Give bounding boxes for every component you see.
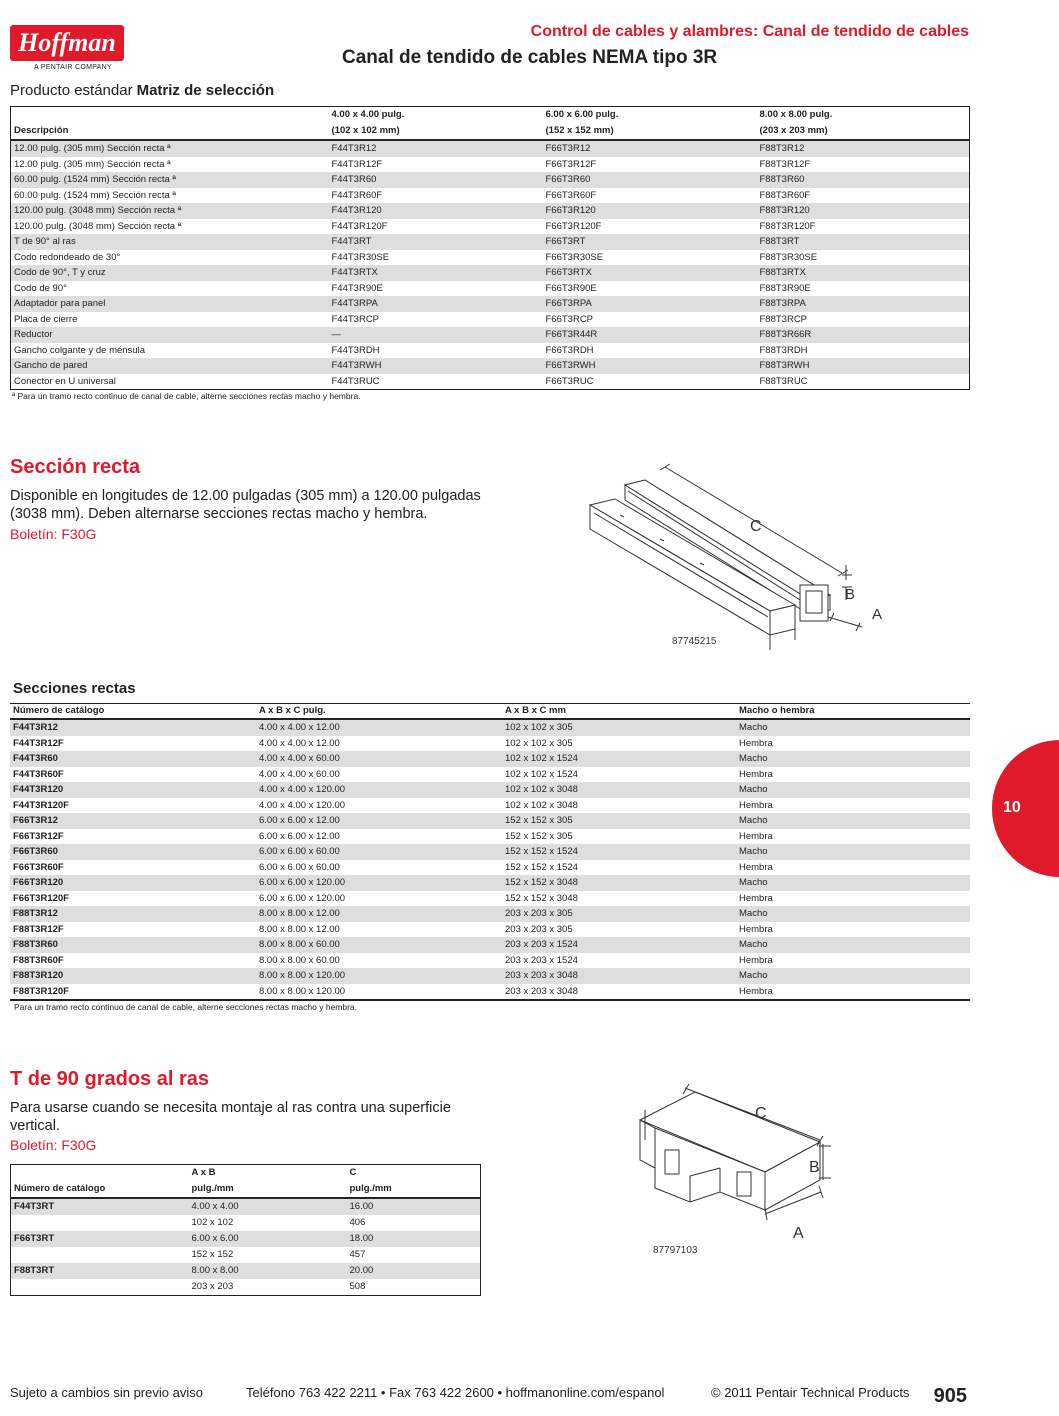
table-cell: 152 x 152 x 3048	[505, 892, 578, 904]
table-cell: 12.00 pulg. (305 mm) Sección recta ª	[14, 158, 171, 170]
table-cell: F66T3R44R	[543, 327, 757, 343]
table-cell: F88T3RUC	[759, 375, 808, 387]
table-cell: 4.00 x 4.00 x 120.00	[256, 782, 502, 798]
table-cell: F44T3R120	[329, 203, 543, 219]
catalog-number: F44T3R12F	[13, 737, 64, 749]
column-header	[11, 1165, 189, 1182]
footer-contact: Teléfono 763 422 2211 • Fax 763 422 2600 • hoffmanonline.com/espanol	[246, 1385, 665, 1400]
catalog-number: F44T3R60F	[13, 768, 64, 780]
catalog-number: F44T3R120F	[13, 799, 69, 811]
table-row	[10, 953, 970, 969]
catalog-number: F88T3R120	[10, 968, 256, 984]
table-cell: 8.00 x 8.00 x 120.00	[259, 985, 346, 997]
page-title: Canal de tendido de cables NEMA tipo 3R	[342, 47, 718, 68]
table-cell: 152 x 152 x 3048	[502, 875, 736, 891]
table-cell: 8.00 x 8.00 x 12.00	[256, 906, 502, 922]
straight-bulletin-link[interactable]: Boletín: F30G	[10, 526, 97, 542]
catalog-number: F88T3R12	[10, 906, 256, 922]
table-cell: F88T3RDH	[759, 344, 808, 356]
table-cell: F44T3R12	[329, 140, 543, 157]
table-cell: 203 x 203	[191, 1281, 234, 1292]
tee-header-row	[11, 1181, 481, 1198]
table-cell: F88T3RT	[757, 234, 970, 250]
table-cell: F44T3R120F	[331, 220, 388, 232]
table-cell: 203 x 203 x 305	[505, 923, 573, 935]
column-header: 8.00 x 8.00 pulg.	[759, 109, 833, 120]
table-cell: Macho	[736, 813, 970, 829]
table-row	[10, 829, 970, 845]
table-cell: F66T3R60F	[545, 189, 597, 201]
catalog-number: F88T3R60	[10, 937, 256, 953]
table-cell: Hembra	[739, 985, 773, 997]
dim-a-label: A	[872, 606, 883, 623]
column-header: C	[349, 1167, 357, 1178]
table-cell: 4.00 x 4.00 x 60.00	[259, 768, 340, 780]
table-cell: 4.00 x 4.00 x 12.00	[256, 719, 502, 736]
catalog-number: F44T3RT	[11, 1198, 189, 1215]
catalog-number: F66T3R60F	[13, 861, 64, 873]
table-row	[10, 767, 970, 783]
table-cell: 4.00 x 4.00 x 120.00	[259, 799, 346, 811]
table-cell: 60.00 pulg. (1524 mm) Sección recta ª	[11, 172, 329, 188]
table-cell: F66T3RUC	[545, 375, 594, 387]
table-row	[10, 782, 970, 798]
table-cell: Hembra	[739, 892, 773, 904]
catalog-number: F66T3R12	[10, 813, 256, 829]
table-cell: 6.00 x 6.00 x 120.00	[259, 892, 346, 904]
column-header: (152 x 152 mm)	[543, 123, 757, 140]
table-row	[11, 343, 970, 359]
table-row	[10, 844, 970, 860]
table-cell: 457	[349, 1249, 366, 1260]
column-header	[11, 107, 329, 124]
catalog-number: F66T3R120F	[13, 892, 69, 904]
table-cell: 6.00 x 6.00 x 60.00	[256, 844, 502, 860]
table-cell: F88T3R12	[757, 140, 970, 157]
column-header: A x B x C pulg.	[256, 704, 502, 720]
column-header: Macho o hembra	[736, 704, 970, 720]
table-cell: Codo de 90°	[14, 282, 67, 294]
table-row	[11, 188, 970, 204]
table-cell: 120.00 pulg. (3048 mm) Sección recta ª	[11, 203, 329, 219]
chapter-tab	[992, 740, 1059, 877]
catalog-number: F66T3R60	[10, 844, 256, 860]
footer-copyright: © 2011 Pentair Technical Products	[711, 1385, 910, 1400]
table-cell: F88T3R66R	[757, 327, 970, 343]
table-row	[11, 250, 970, 266]
matrix-heading	[10, 82, 274, 99]
table-row	[11, 374, 970, 390]
table-cell: F66T3R12	[543, 140, 757, 157]
table-cell: F44T3RT	[329, 234, 543, 250]
table-cell: 152 x 152 x 305	[505, 830, 573, 842]
column-header: Número de catálogo	[10, 704, 256, 720]
table-row	[10, 891, 970, 907]
table-cell: F66T3RT	[543, 234, 757, 250]
sections-footnote: Para un tramo recto continuo de canal de cable, alterne secciones rectas macho y hembra.	[14, 1002, 358, 1012]
table-cell: Macho	[736, 719, 970, 736]
table-cell: 8.00 x 8.00 x 60.00	[256, 937, 502, 953]
table-cell: Hembra	[739, 923, 773, 935]
table-cell: F88T3RCP	[759, 313, 808, 325]
table-row	[10, 968, 970, 984]
table-row	[11, 296, 970, 312]
catalog-number: F66T3R12F	[13, 830, 64, 842]
tee-table	[10, 1164, 481, 1296]
table-cell: 102 x 102 x 305	[505, 737, 573, 749]
table-row	[11, 219, 970, 235]
table-row	[10, 719, 970, 736]
table-cell: Macho	[736, 844, 970, 860]
table-cell: 152 x 152	[191, 1249, 234, 1260]
table-cell: Macho	[736, 937, 970, 953]
table-cell: Gancho colgante y de ménsula	[14, 344, 145, 356]
table-cell: 18.00	[347, 1231, 481, 1247]
table-row	[11, 281, 970, 297]
table-row	[10, 984, 970, 1001]
table-cell: 152 x 152 x 305	[502, 813, 736, 829]
table-cell: Placa de cierre	[14, 313, 78, 325]
table-row	[10, 813, 970, 829]
table-row	[11, 203, 970, 219]
table-cell: Conector en U universal	[14, 375, 116, 387]
table-cell: F44T3R90E	[331, 282, 383, 294]
table-cell: 8.00 x 8.00	[189, 1263, 347, 1279]
matrix-header-row	[11, 123, 970, 140]
table-cell: Hembra	[739, 830, 773, 842]
table-cell	[11, 1215, 189, 1231]
table-cell: 203 x 203 x 3048	[502, 968, 736, 984]
table-row	[11, 1198, 481, 1215]
table-cell: Macho	[736, 968, 970, 984]
table-cell: 508	[349, 1281, 366, 1292]
table-cell: Macho	[736, 906, 970, 922]
column-header: pulg./mm	[347, 1181, 481, 1198]
table-cell: Macho	[736, 751, 970, 767]
table-cell: 203 x 203 x 1524	[505, 954, 578, 966]
table-cell: F66T3R120F	[545, 220, 602, 232]
catalog-number: F66T3R120	[10, 875, 256, 891]
table-cell: F88T3R60	[757, 172, 970, 188]
table-row	[11, 172, 970, 188]
table-row	[11, 358, 970, 374]
matrix-label-bold: Matriz de selección	[136, 82, 275, 99]
table-row	[10, 860, 970, 876]
table-cell: Hembra	[739, 737, 773, 749]
table-cell: 102 x 102 x 305	[502, 719, 736, 736]
table-cell: F66T3R30SE	[545, 251, 604, 263]
table-cell: F44T3R30SE	[331, 251, 390, 263]
column-header: Número de catálogo	[11, 1181, 189, 1198]
sections-header-row	[10, 704, 970, 720]
table-cell	[11, 1279, 189, 1296]
table-row	[10, 937, 970, 953]
table-cell: F88T3R12F	[759, 158, 811, 170]
tee-section-title: T de 90 grados al ras	[10, 1068, 209, 1090]
table-cell: F44T3RCP	[331, 313, 380, 325]
table-row	[10, 798, 970, 814]
table-row	[11, 312, 970, 328]
column-header: (102 x 102 mm)	[329, 123, 543, 140]
dim-b-label: B	[845, 586, 856, 603]
table-cell: 8.00 x 8.00 x 60.00	[259, 954, 340, 966]
catalog-number: F44T3R120	[10, 782, 256, 798]
tee-section-text: Para usarse cuando se necesita montaje al ras contra una superficie vertical.	[10, 1100, 451, 1134]
table-row	[10, 751, 970, 767]
table-row	[11, 1247, 481, 1263]
tee-dim-a-label: A	[793, 1225, 804, 1242]
matrix-footnote: ª Para un tramo recto continuo de canal de cable, alterne secciones rectas macho y hembra.	[12, 391, 361, 401]
table-cell: 6.00 x 6.00 x 12.00	[259, 830, 340, 842]
tee-bulletin-link[interactable]: Boletín: F30G	[10, 1137, 97, 1153]
table-cell: 102 x 102 x 1524	[502, 751, 736, 767]
table-cell: 203 x 203 x 1524	[502, 937, 736, 953]
catalog-number: F44T3R60	[10, 751, 256, 767]
table-cell	[11, 1247, 189, 1263]
table-cell: F66T3R90E	[545, 282, 597, 294]
column-header: Descripción	[11, 123, 329, 140]
table-cell: F44T3RWH	[329, 358, 543, 374]
table-cell: Adaptador para panel	[11, 296, 329, 312]
table-row	[11, 157, 970, 173]
table-cell: F88T3R120F	[759, 220, 816, 232]
tee-header-row	[11, 1165, 481, 1182]
table-cell: F66T3RTX	[543, 265, 757, 281]
table-cell: 6.00 x 6.00	[189, 1231, 347, 1247]
straight-section-drawing	[580, 455, 900, 655]
table-cell: 152 x 152 x 1524	[505, 861, 578, 873]
catalog-number: F88T3R120F	[13, 985, 69, 997]
tee-dim-c-label: C	[755, 1105, 767, 1122]
table-row	[11, 1263, 481, 1279]
table-cell: F66T3RDH	[545, 344, 594, 356]
table-row	[10, 906, 970, 922]
table-cell: F88T3R120	[757, 203, 970, 219]
logo-tagline: A PENTAIR COMPANY	[34, 64, 112, 71]
table-cell: 4.00 x 4.00	[189, 1198, 347, 1215]
table-cell: F44T3RTX	[329, 265, 543, 281]
table-row	[11, 1215, 481, 1231]
table-cell: F44T3RPA	[329, 296, 543, 312]
table-cell: F66T3RWH	[543, 358, 757, 374]
table-cell: Macho	[736, 782, 970, 798]
table-cell: 102 x 102	[191, 1217, 234, 1228]
table-cell: F88T3RTX	[757, 265, 970, 281]
table-cell: Codo de 90°, T y cruz	[11, 265, 329, 281]
table-cell: T de 90° al ras	[11, 234, 329, 250]
table-cell: 102 x 102 x 1524	[505, 768, 578, 780]
catalog-number: F88T3R60F	[13, 954, 64, 966]
table-cell: 8.00 x 8.00 x 12.00	[259, 923, 340, 935]
table-cell: 6.00 x 6.00 x 60.00	[259, 861, 340, 873]
table-cell: Gancho de pared	[11, 358, 329, 374]
table-cell: F88T3R30SE	[759, 251, 818, 263]
sections-title: Secciones rectas	[13, 680, 136, 697]
column-header: A x B	[191, 1167, 216, 1178]
table-cell: 20.00	[347, 1263, 481, 1279]
catalog-number: F44T3R12	[10, 719, 256, 736]
table-row	[11, 265, 970, 281]
table-row	[11, 327, 970, 343]
column-header: 4.00 x 4.00 pulg.	[331, 109, 405, 120]
table-cell: F66T3R60	[543, 172, 757, 188]
table-cell: F44T3R60	[329, 172, 543, 188]
catalog-number: F66T3RT	[11, 1231, 189, 1247]
table-cell: 60.00 pulg. (1524 mm) Sección recta ª	[14, 189, 176, 201]
tee-drawing	[625, 1080, 865, 1260]
straight-sections-table	[10, 703, 970, 1001]
category-heading: Control de cables y alambres: Canal de tendido de cables	[530, 23, 969, 40]
table-cell: 203 x 203 x 305	[502, 906, 736, 922]
table-cell: F66T3R12F	[545, 158, 597, 170]
matrix-header-row	[11, 107, 970, 124]
table-row	[11, 234, 970, 250]
table-cell: F88T3RPA	[757, 296, 970, 312]
catalog-number: F88T3RT	[11, 1263, 189, 1279]
tee-figure-id: 87797103	[653, 1245, 698, 1256]
table-cell: Hembra	[739, 768, 773, 780]
chapter-tab-number: 10	[1003, 799, 1021, 816]
table-cell: 152 x 152 x 1524	[502, 844, 736, 860]
table-cell: Hembra	[739, 861, 773, 873]
table-cell: 8.00 x 8.00 x 120.00	[256, 968, 502, 984]
table-row	[11, 1279, 481, 1296]
table-cell: 4.00 x 4.00 x 12.00	[259, 737, 340, 749]
table-cell: Reductor	[11, 327, 329, 343]
table-cell: 4.00 x 4.00 x 60.00	[256, 751, 502, 767]
table-cell: 6.00 x 6.00 x 12.00	[256, 813, 502, 829]
table-cell: F66T3RPA	[543, 296, 757, 312]
table-cell: Macho	[736, 875, 970, 891]
table-cell: 16.00	[347, 1198, 481, 1215]
table-cell: Hembra	[739, 954, 773, 966]
table-cell: F88T3R90E	[759, 282, 811, 294]
dim-c-label: C	[750, 518, 762, 535]
table-row	[10, 736, 970, 752]
column-header: (203 x 203 mm)	[757, 123, 970, 140]
tee-dim-b-label: B	[809, 1159, 820, 1176]
straight-section-text: Disponible en longitudes de 12.00 pulgadas (305 mm) a 120.00 pulgadas (3038 mm). Deben alternarse secciones rectas macho y hembra.	[10, 488, 481, 522]
hoffman-logo: Hoffman	[10, 25, 124, 61]
table-cell: —	[329, 327, 543, 343]
table-cell: 12.00 pulg. (305 mm) Sección recta ª	[11, 140, 329, 157]
table-row	[11, 140, 970, 157]
table-cell: 406	[349, 1217, 366, 1228]
straight-section-title: Sección recta	[10, 456, 141, 478]
table-row	[10, 875, 970, 891]
table-row	[10, 922, 970, 938]
table-cell: F88T3R60F	[759, 189, 811, 201]
matrix-label: Producto estándar	[10, 82, 133, 99]
figure-id: 87745215	[672, 636, 717, 647]
table-cell: F44T3R12F	[331, 158, 383, 170]
column-header: 6.00 x 6.00 pulg.	[545, 109, 619, 120]
catalog-number: F88T3R12F	[13, 923, 64, 935]
table-row	[11, 1231, 481, 1247]
table-cell: F66T3R120	[543, 203, 757, 219]
selection-matrix-table	[10, 106, 970, 390]
table-cell: F88T3RWH	[757, 358, 970, 374]
table-cell: F44T3RDH	[331, 344, 380, 356]
table-cell: 203 x 203 x 3048	[505, 985, 578, 997]
table-cell: 102 x 102 x 3048	[505, 799, 578, 811]
column-header: A x B x C mm	[502, 704, 736, 720]
table-cell: Hembra	[739, 799, 773, 811]
table-cell: 102 x 102 x 3048	[502, 782, 736, 798]
footer-disclaimer: Sujeto a cambios sin previo aviso	[10, 1385, 203, 1400]
table-cell: Codo redondeado de 30°	[14, 251, 121, 263]
table-cell: F44T3RUC	[331, 375, 380, 387]
table-cell: F66T3RCP	[545, 313, 594, 325]
table-cell: 120.00 pulg. (3048 mm) Sección recta ª	[14, 220, 182, 232]
column-header: pulg./mm	[189, 1181, 347, 1198]
table-cell: F44T3R60F	[331, 189, 383, 201]
page-number: 905	[933, 1385, 967, 1407]
table-cell: 6.00 x 6.00 x 120.00	[256, 875, 502, 891]
